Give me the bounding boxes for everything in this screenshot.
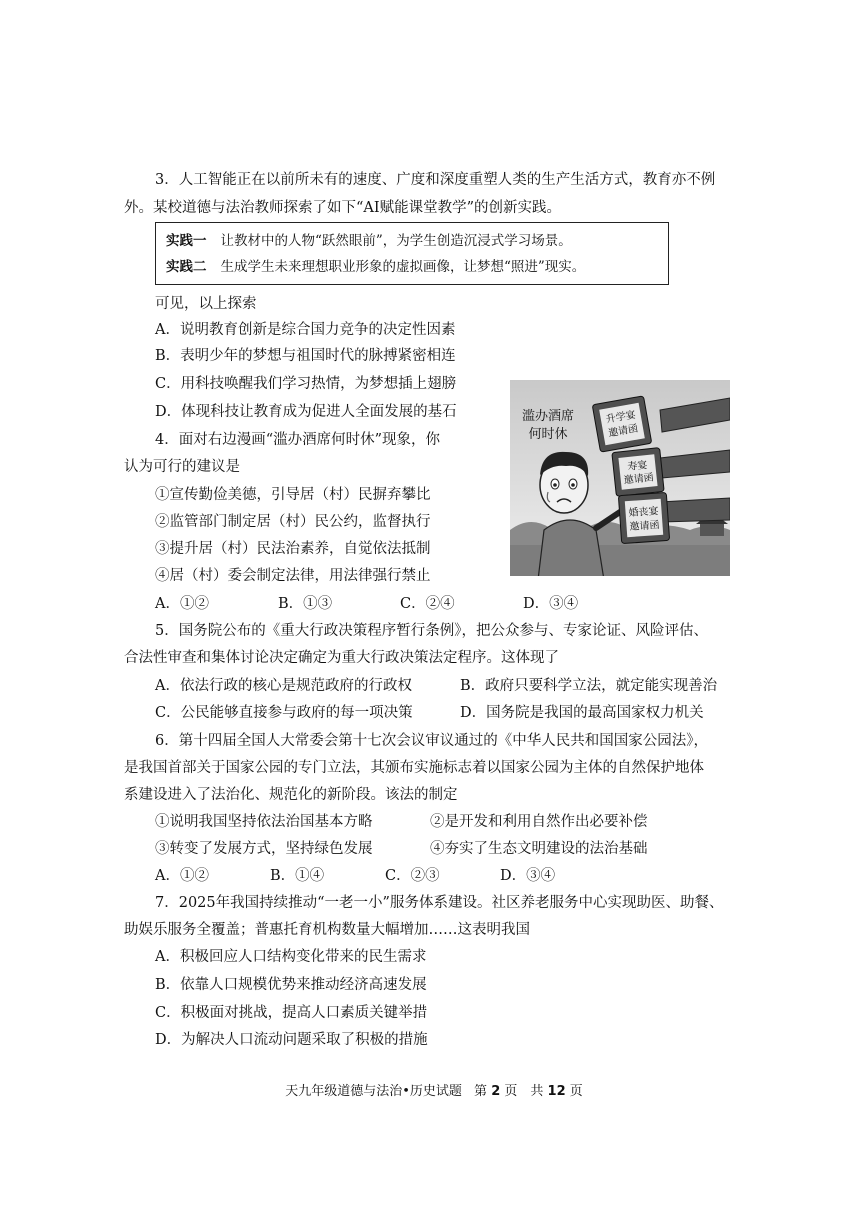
- q4-option-a: A．①②: [155, 596, 209, 612]
- q3-option-c: C．用科技唤醒我们学习热情，为梦想插上翅膀: [155, 376, 457, 392]
- practice-box: [155, 222, 669, 285]
- practice-1-tag: 实践一: [166, 233, 207, 249]
- q4-option-c: C．②④: [400, 596, 455, 612]
- card-2-line2: 邀请函: [623, 472, 655, 487]
- q5-option-a: A．依法行政的核心是规范政府的行政权: [155, 678, 412, 694]
- q6-item-2: ②是开发和利用自然作出必要补偿: [430, 814, 648, 830]
- footer-page-total: 12: [547, 1084, 566, 1099]
- q4-option-b: B．①③: [278, 596, 333, 612]
- practice-1-text: 让教材中的人物“跃然眼前”，为学生创造沉浸式学习场景。: [220, 233, 572, 249]
- invitation-card-2: [612, 448, 664, 497]
- q6-option-c: C．②③: [385, 868, 440, 884]
- q5-option-b: B．政府只要科学立法，就定能实现善治: [460, 678, 718, 694]
- q6-stem-line1: 6．第十四届全国人大常委会第十七次会议审议通过的《中华人民共和国国家公园法》，: [155, 733, 708, 749]
- footer-page-suffix: 页: [569, 1084, 583, 1099]
- q4-stem-line2: 认为可行的建议是: [124, 459, 240, 475]
- cartoon-illustration: [510, 380, 730, 576]
- q4-item-1: ①宣传勤俭美德，引导居（村）民摒弃攀比: [155, 487, 431, 503]
- q7-stem-line1: 7．2025年我国持续推动“一老一小”服务体系建设。社区养老服务中心实现助医、助餐、: [155, 895, 724, 911]
- practice-2-tag: 实践二: [166, 259, 207, 275]
- card-2-line1: 寿宴: [626, 460, 648, 474]
- q6-item-4: ④夯实了生态文明建设的法治基础: [430, 841, 648, 857]
- q3-prompt: 可见，以上探索: [155, 296, 257, 312]
- footer-page-mid: 页 共: [504, 1084, 544, 1099]
- footer-page-number: 2: [491, 1084, 501, 1099]
- q3-option-a: A．说明教育创新是综合国力竞争的决定性因素: [155, 322, 456, 338]
- q7-option-c: C．积极面对挑战，提高人口素质关键举措: [155, 1005, 428, 1021]
- q5-option-c: C．公民能够直接参与政府的每一项决策: [155, 705, 413, 721]
- q7-option-a: A．积极回应人口结构变化带来的民生需求: [155, 949, 427, 965]
- q6-item-3: ③转变了发展方式，坚持绿色发展: [155, 841, 373, 857]
- q7-option-d: D．为解决人口流动问题采取了积极的措施: [155, 1032, 428, 1048]
- q6-stem-line2: 是我国首部关于国家公园的专门立法，其颁布实施标志着以国家公园为主体的自然保护地体: [124, 760, 704, 776]
- q7-option-b: B．依靠人口规模优势来推动经济高速发展: [155, 977, 427, 993]
- q4-stem-line1: 4．面对右边漫画“滥办酒席何时休”现象，你: [155, 432, 441, 448]
- q4-item-3: ③提升居（村）民法治素养，自觉依法抵制: [155, 541, 431, 557]
- q3-stem-line1: 3．人工智能正在以前所未有的速度、广度和深度重塑人类的生产生活方式，教育亦不例: [155, 172, 716, 188]
- q5-stem-line2: 合法性审查和集体讨论决定确定为重大行政决策法定程序。这体现了: [124, 650, 559, 666]
- q4-item-4: ④居（村）委会制定法律，用法律强行禁止: [155, 568, 431, 584]
- q7-stem-line2: 助娱乐服务全覆盖；普惠托育机构数量大幅增加……这表明我国: [124, 922, 530, 938]
- card-1-line1: 升学宴: [605, 409, 637, 426]
- practice-2: [166, 257, 585, 277]
- footer-page-prefix: 第: [474, 1084, 488, 1099]
- pushing-arms: [660, 398, 730, 522]
- q5-option-d: D．国务院是我国的最高国家权力机关: [460, 705, 704, 721]
- q4-item-2: ②监管部门制定居（村）民公约，监督执行: [155, 514, 431, 530]
- cartoon-caption-line1: 滥办酒席: [521, 409, 575, 424]
- house-shape: [700, 522, 724, 536]
- q6-item-1: ①说明我国坚持依法治国基本方略: [155, 814, 373, 830]
- q4-option-d: D．③④: [523, 596, 579, 612]
- invitation-card-1: [592, 396, 652, 452]
- card-1-line2: 邀请函: [607, 423, 640, 440]
- q6-option-b: B．①④: [270, 868, 325, 884]
- card-3-line1: 婚丧宴: [628, 505, 659, 520]
- cartoon-caption-line2: 何时休: [528, 427, 568, 442]
- invitation-card-3: [618, 492, 669, 543]
- q6-option-d: D．③④: [500, 868, 556, 884]
- footer-title: 天九年级道德与法治•历史试题: [285, 1084, 462, 1099]
- q3-option-d: D．体现科技让教育成为促进人全面发展的基石: [155, 404, 457, 420]
- practice-2-text: 生成学生未来理想职业形象的虚拟画像，让梦想“照进”现实。: [220, 259, 586, 275]
- q6-option-a: A．①②: [155, 868, 209, 884]
- q5-stem-line1: 5．国务院公布的《重大行政决策程序暂行条例》，把公众参与、专家论证、风险评估、: [155, 623, 708, 639]
- page-footer: [0, 1080, 868, 1099]
- q3-stem-line2: 外。某校道德与法治教师探索了如下“AI赋能课堂教学”的创新实践。: [124, 200, 562, 216]
- q6-stem-line3: 系建设进入了法治化、规范化的新阶段。该法的制定: [124, 787, 458, 803]
- card-3-line2: 邀请函: [629, 519, 660, 534]
- practice-1: [166, 231, 572, 251]
- q3-option-b: B．表明少年的梦想与祖国时代的脉搏紧密相连: [155, 348, 456, 364]
